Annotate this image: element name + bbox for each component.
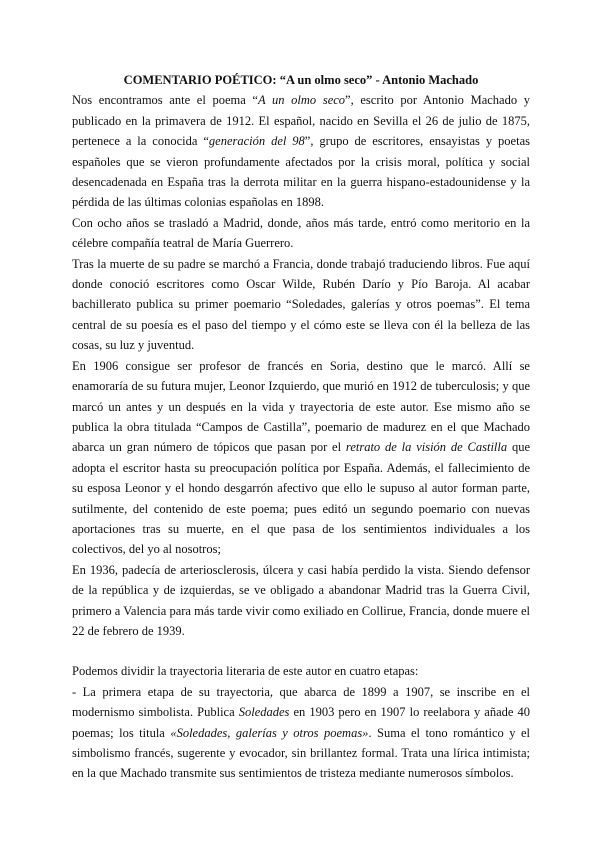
text-run: ”, grupo de escritores, ensayistas y poetas españoles que se vieron profundamente afectados por la crisis moral, política y social desencadenada en España tras la derrota militar en la guerra hispano-estadounidense y la pérdida de las últimas colonias españolas en 1898. — [72, 134, 530, 210]
document-page — [72, 70, 530, 784]
paragraph-primera-etapa — [72, 682, 530, 784]
text-run: - La primera etapa de su trayectoria, que abarca de 1899 a 1907, se inscribe en el modernismo simbolista. Publica — [72, 684, 530, 720]
text-run: Nos encontramos ante el poema “ — [72, 93, 258, 108]
document-title: COMENTARIO POÉTICO: “A un olmo seco” - Antonio Machado — [123, 73, 479, 87]
italic-run: Soledades — [238, 705, 290, 720]
text-run: que adopta el escritor hasta su preocupación política por España. Además, el fallecimiento de su esposa Leonor y el hondo desgarrón afectivo que ello le supuso al autor forman parte, sutilmente, del contenido de este poema; pues editó un segundo poemario con nuevas aportaciones tras su muerte, en el que pasa de los sentimientos individuales a los colectivos, del yo al nosotros; — [72, 440, 530, 557]
paragraph-soria — [72, 356, 530, 560]
paragraph-francia: Tras la muerte de su padre se marchó a Francia, donde trabajó traduciendo libros. Fue aquí donde conoció escritores como Oscar Wilde, Rubén Darío y Pío Baroja. Al acabar bachillerato publica su primer poemario “Soledades, galerías y otros poemas”. El tema central de su poesía es el paso del tiempo y el cómo este se lleva con él la belleza de las cosas, su luz y juventud. — [72, 256, 530, 353]
text-run: ”, escrito por Antonio Machado y publicado en la primavera de 1912. El español, nacido en Sevilla el 26 de julio de 1875, pertenece a la conocida “ — [72, 93, 530, 149]
paragraph-etapas: Podemos dividir la trayectoria literaria de este autor en cuatro etapas: — [72, 664, 419, 679]
text-run: en 1903 pero en 1907 lo reelabora y añade 40 poemas; los titula — [72, 705, 530, 740]
italic-run: A un olmo seco — [257, 93, 346, 108]
text-run: . Suma el tono romántico y el simbolismo francés, sugerente y evocador, sin brillantez formal. Trata una lírica intimista; en la que Machado transmite sus sentimientos de tristeza mediante numerosos símbolos. — [72, 725, 530, 781]
paragraph-exilio: En 1936, padecía de arteriosclerosis, úlcera y casi había perdido la vista. Siendo defensor de la república y de izquierdas, se ve obligado a abandonar Madrid tras la Guerra Civil, primero a Valencia para más tarde vivir como exiliado en Collirue, Francia, donde muere el 22 de febrero de 1939. — [72, 562, 530, 638]
italic-run: generación del 98 — [208, 134, 305, 149]
blank-line — [72, 641, 530, 661]
paragraph-intro — [72, 90, 530, 212]
text-run: En 1906 consigue ser profesor de francés en Soria, destino que le marcó. Allí se enamoraría de su futura mujer, Leonor Izquierdo, que murió en 1912 de tuberculosis; y que marcó un antes y un después en la vida y trayectoria de este autor. Ese mismo año se publica la obra titulada “Campos de Castilla”, poemario de madurez en el que Machado abarca un gran número de tópicos que pasan por el — [72, 358, 530, 455]
italic-run: retrato de la visión de Castilla — [345, 440, 508, 455]
italic-run: «Soledades, galerías y otros poemas» — [170, 725, 369, 740]
paragraph-madrid: Con ocho años se trasladó a Madrid, donde, años más tarde, entró como meritorio en la célebre compañía teatral de María Guerrero. — [72, 215, 530, 251]
